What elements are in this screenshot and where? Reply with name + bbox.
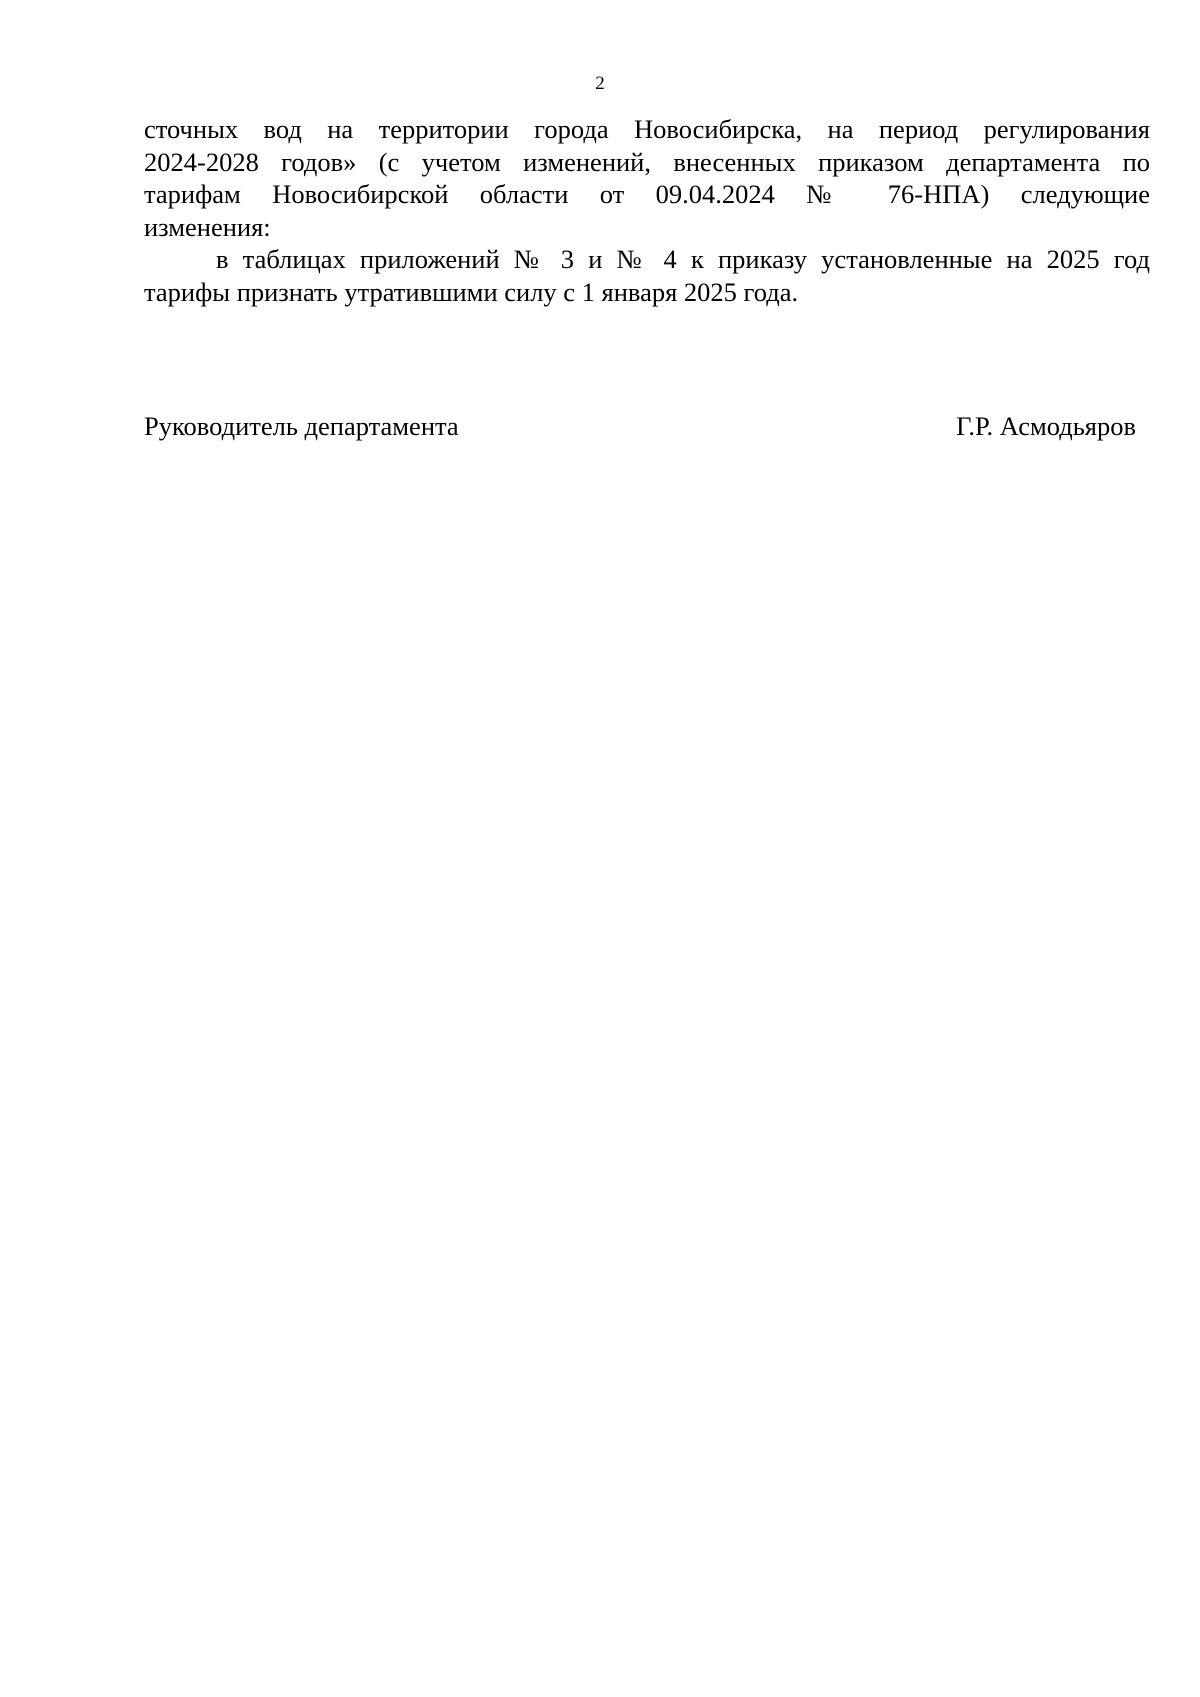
document-body (144, 113, 1150, 308)
paragraph-changes-intro (144, 113, 1150, 243)
signature-block (144, 410, 1136, 442)
text-line: изменения: (144, 211, 271, 242)
page-number: 2 (595, 73, 605, 94)
text-line: тарифы признать утратившими силу с 1 января 2025 года. (144, 276, 799, 307)
signatory-name: Г.Р. Асмодьяров (956, 411, 1136, 441)
text-line: тарифам Новосибирской области от 09.04.2024 № 76-НПА) следующие (144, 179, 1150, 209)
text-line: сточных вод на территории города Новосибирска, на период регулирования (144, 114, 1150, 144)
signatory-position: Руководитель департамента (144, 411, 459, 441)
text-line: 2024-2028 годов» (с учетом изменений, внесенных приказом департамента по (144, 146, 1150, 177)
paragraph-tariffs-void (144, 243, 1150, 308)
text-line: в таблицах приложений № 3 и № 4 к приказу установленные на 2025 год (216, 244, 1150, 274)
